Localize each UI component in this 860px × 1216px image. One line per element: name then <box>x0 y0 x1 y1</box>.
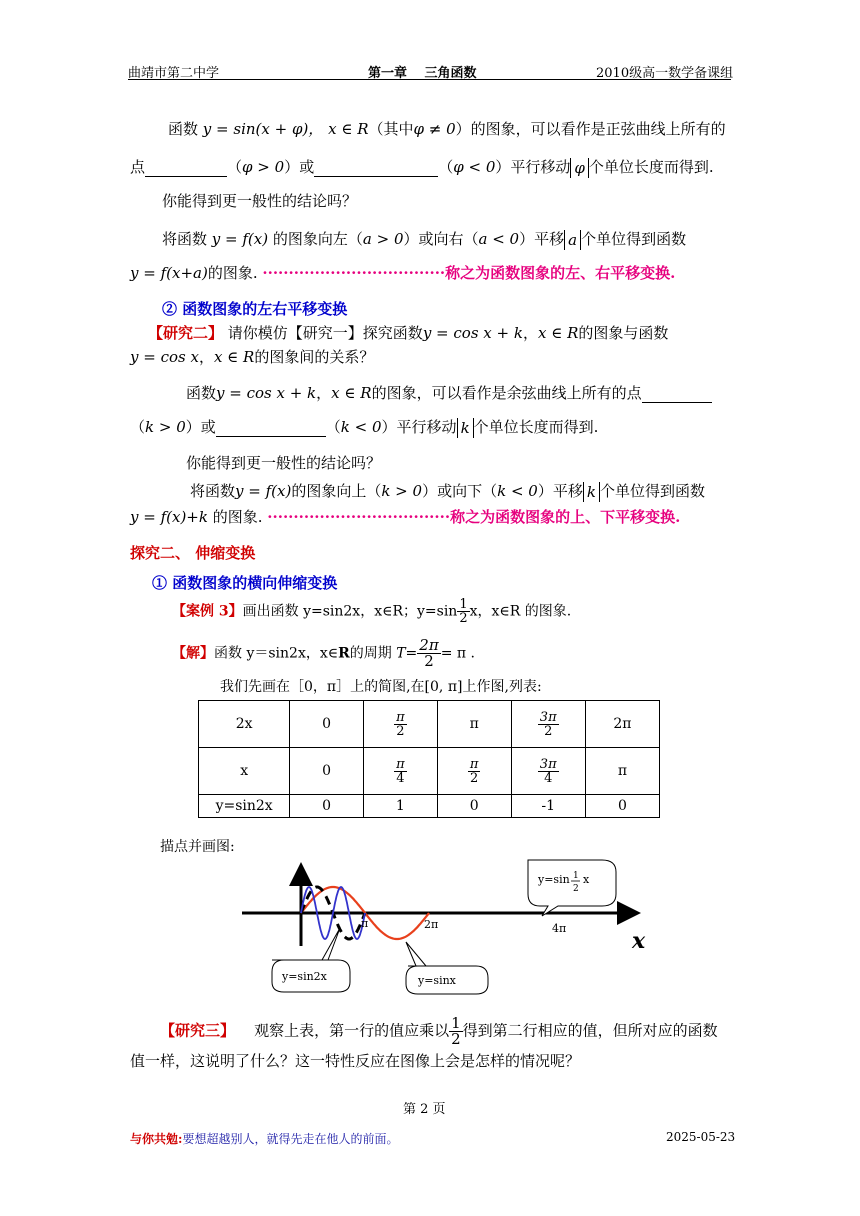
table-cell: $\frac{3\pi}{4}$ <box>511 748 585 795</box>
sine-graph <box>240 856 660 1001</box>
blank-4 <box>216 418 326 437</box>
table-cell: -1 <box>511 795 585 818</box>
p6-line2: y = f(x)+k 的图象. ···································称之为函数图象的上、下平移变换. <box>130 508 681 526</box>
table-intro: 我们先画在［0，π］上的简图,在[0, π]上作图,列表: <box>220 679 542 695</box>
section-h-stretch: ① 函数图象的横向伸缩变换 <box>152 574 338 592</box>
table-cell: π <box>437 701 511 748</box>
table-row <box>199 748 660 795</box>
section-lr-shift: ② 函数图象的左右平移变换 <box>162 300 348 318</box>
table-cell: 0 <box>290 748 364 795</box>
table-cell: 2x <box>199 701 290 748</box>
footer-motto: 与你共勉:要想超越别人，就得先走在他人的前面。 <box>130 1132 399 1146</box>
tick-2pi: 2π <box>424 918 439 931</box>
page-number: 第 2 页 <box>403 1102 446 1117</box>
callout-sin-half-text: y=sin <box>538 873 570 886</box>
plot-instruction: 描点并画图: <box>160 839 235 855</box>
blank-1 <box>145 158 227 177</box>
table-cell: 0 <box>437 795 511 818</box>
tick-pi: π <box>361 917 369 930</box>
table-cell: $\frac{\pi}{2}$ <box>437 748 511 795</box>
p4-line1: 函数y = cos x + k，x ∈ R的图象，可以看作是余弦曲线上所有的点 <box>186 382 712 403</box>
table-cell: y=sin2x <box>199 795 290 818</box>
p3-line1: 将函数 y = f(x) 的图象向左（a > 0）或向右（a < 0）平移 a 个单位得到函数 <box>162 230 687 249</box>
footer-date: 2025-05-23 <box>666 1130 736 1144</box>
solution: 【解】函数 y＝sin2x，x∈R的周期 T= $\frac{2\pi}{2}$ = π . <box>172 636 475 670</box>
header-rule <box>128 79 731 80</box>
table-cell: 0 <box>585 795 659 818</box>
table-cell: 2π <box>585 701 659 748</box>
question-2: 你能得到更一般性的结论吗？ <box>186 454 382 472</box>
callout-sin-half-x: x <box>583 873 590 886</box>
header-chapter: 第一章 三角函数 <box>368 66 477 81</box>
r2-line1: 【研究二】 请你模仿【研究一】探究函数y = cos x + k，x ∈ R的图象与函数 <box>148 324 669 342</box>
table-cell: π <box>585 748 659 795</box>
table-cell: $\frac{\pi}{2}$ <box>363 701 437 748</box>
blank-3 <box>642 384 712 403</box>
callout-sin-x-text: y=sinx <box>418 974 456 987</box>
table-cell: x <box>199 748 290 795</box>
r2-line2: y = cos x，x ∈ R的图象间的关系？ <box>130 348 375 366</box>
callout-sin-half <box>528 860 616 916</box>
question-1: 你能得到更一般性的结论吗？ <box>162 192 358 210</box>
p3-line2: y = f(x+a)的图象. ···································称之为函数图象的左、右平移变换. <box>130 264 676 282</box>
header-group: 2010级高一数学备课组 <box>596 66 734 81</box>
table-row <box>199 701 660 748</box>
header-school: 曲靖市第二中学 <box>128 66 220 81</box>
table-cell: 1 <box>363 795 437 818</box>
r3-line1: 【研究三】 观察上表，第一行的值应乘以 $\frac{1}{2}$ 得到第二行相应的值，但所对应的函数 <box>160 1014 718 1048</box>
table-cell: $\frac{3\pi}{2}$ <box>511 701 585 748</box>
x-axis-label: x <box>632 928 646 954</box>
tick-4pi: 4π <box>552 922 567 935</box>
blank-2 <box>314 158 438 177</box>
table-row <box>199 795 660 818</box>
section-title-2: 探究二、 伸缩变换 <box>130 544 256 562</box>
case-3: 【案例 3】画出函数 y=sin2x，x∈R；y=sin $\frac{1}{2}$ x，x∈R 的图象. <box>172 597 572 626</box>
p1-line2: 点 （φ > 0）或 （φ < 0）平行移动 φ 个单位长度而得到. <box>130 158 714 177</box>
p6-line1: 将函数y = f(x)的图象向上（k > 0）或向下（k < 0）平移 k 个单位得到函数 <box>190 482 705 501</box>
callout-sin-2x-text: y=sin2x <box>282 970 327 983</box>
p1-line1: 函数 y = sin(x + φ)， x ∈ R（其中φ ≠ 0）的图象，可以看作是正弦曲线上所有的 <box>168 120 726 138</box>
callout-sin-half-num: 1 <box>573 871 579 881</box>
p4-line2: （k > 0）或 （k < 0）平行移动 k 个单位长度而得到. <box>130 418 599 437</box>
r3-line2: 值一样，这说明了什么？这一特性反应在图像上会是怎样的情况呢？ <box>130 1052 581 1070</box>
table-cell: 0 <box>290 701 364 748</box>
value-table <box>198 700 660 818</box>
table-cell: $\frac{\pi}{4}$ <box>363 748 437 795</box>
table-cell: 0 <box>290 795 364 818</box>
callout-sin-half-den: 2 <box>573 884 579 894</box>
